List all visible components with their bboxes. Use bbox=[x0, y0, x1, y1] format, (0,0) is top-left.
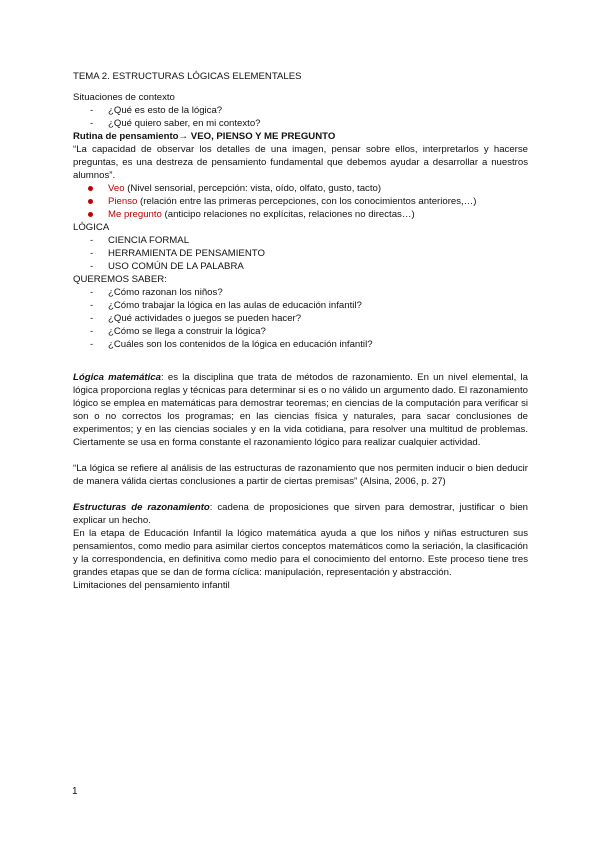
list-item bbox=[73, 182, 528, 195]
list-item: - ¿Qué es esto de la lógica? bbox=[73, 104, 528, 117]
bullet-term: Me pregunto bbox=[108, 209, 162, 220]
list-item: - USO COMÚN DE LA PALABRA bbox=[73, 260, 528, 273]
alsina-quote: “La lógica se refiere al análisis de las estructuras de razonamiento que nos permiten inducir o bien deducir de manera válida ciertas conclusiones a partir de ciertas premisas” (Alsina, 2006, p. 27) bbox=[73, 463, 528, 487]
list-item: - ¿Cuáles son los contenidos de la lógica en educación infantil? bbox=[73, 338, 528, 351]
list-item: - ¿Cómo trabajar la lógica en las aulas de educación infantil? bbox=[73, 299, 528, 312]
bullet-term: Veo bbox=[108, 183, 125, 194]
list-item bbox=[73, 208, 528, 221]
list-item: - CIENCIA FORMAL bbox=[73, 234, 528, 247]
document-title: TEMA 2. ESTRUCTURAS LÓGICAS ELEMENTALES bbox=[73, 71, 302, 82]
context-heading: Situaciones de contexto bbox=[73, 92, 175, 103]
logic-list bbox=[73, 234, 528, 273]
routine-bullets bbox=[73, 182, 528, 221]
routine-quote: “La capacidad de observar los detalles de una imagen, pensar sobre ellos, interpretarlos y hacerse preguntas, es una destreza de pensamiento fundamental que debemos ayudar a desarrollar a nuestros alumnos”. bbox=[73, 144, 528, 181]
want-heading: QUEREMOS SABER: bbox=[73, 274, 167, 285]
logic-heading: LÓGICA bbox=[73, 222, 110, 233]
limitations-heading: Limitaciones del pensamiento infantil bbox=[73, 580, 230, 591]
bullet-text: (anticipo relaciones no explícitas, relaciones no directas…) bbox=[161, 209, 415, 220]
math-logic-paragraph bbox=[73, 371, 528, 449]
math-logic-text: : es la disciplina que trata de métodos de razonamiento. En un nivel elemental, la lógica proporciona reglas y técnicas para determinar si es o no válido un argumento dado. El razonamiento lógico se emplea en matemáticas para demostrar teoremas; en ciencias de la computación para verificar si son o no correctos los programas; en las ciencias física y naturales, para sacar conclusiones de experimentos; y en las ciencias sociales y en la vida cotidiana, para resolver una multitud de problemas. Ciertamente se usa en forma constante el razonamiento lógico para realizar cualquier actividad. bbox=[73, 372, 528, 448]
page-content bbox=[73, 70, 528, 592]
bullet-text: (Nivel sensorial, percepción: vista, oído, olfato, gusto, tacto) bbox=[124, 183, 382, 194]
math-logic-term: Lógica matemática bbox=[73, 372, 161, 383]
list-item: - ¿Qué quiero saber, en mi contexto? bbox=[73, 117, 528, 130]
page-number: 1 bbox=[72, 786, 78, 797]
bullet-term: Pienso bbox=[108, 196, 138, 207]
routine-name: VEO, PIENSO Y ME PREGUNTO bbox=[188, 131, 336, 142]
infant-paragraph: En la etapa de Educación Infantil la lógico matemática ayuda a que los niños y niñas estructuren sus pensamientos, como medio para asimilar ciertos conceptos matemáticos como la seriación, la clasificación y la correspondencia, en definitiva como medio para el conocimiento del entorno. Este proceso tiene tres grandes etapas que se dan de forma cíclica: manipulación, representación y abstracción. bbox=[73, 528, 528, 578]
reasoning-text: : cadena de proposiciones que sirven para demostrar, justificar o bien explicar un hecho. bbox=[73, 502, 528, 526]
list-item: - ¿Cómo se llega a construir la lógica? bbox=[73, 325, 528, 338]
reasoning-paragraph bbox=[73, 501, 528, 527]
context-list bbox=[73, 104, 528, 130]
list-item: - HERRAMIENTA DE PENSAMIENTO bbox=[73, 247, 528, 260]
bullet-icon bbox=[88, 212, 93, 217]
bullet-icon bbox=[88, 199, 93, 204]
bullet-icon bbox=[88, 186, 93, 191]
arrow-icon: → bbox=[178, 131, 189, 142]
list-item bbox=[73, 195, 528, 208]
list-item: - ¿Qué actividades o juegos se pueden hacer? bbox=[73, 312, 528, 325]
reasoning-term: Estructuras de razonamiento bbox=[73, 502, 210, 513]
routine-heading bbox=[73, 130, 528, 143]
bullet-text: (relación entre las primeras percepciones, con los conocimientos anteriores,…) bbox=[137, 196, 477, 207]
list-item: - ¿Cómo razonan los niños? bbox=[73, 286, 528, 299]
want-list bbox=[73, 286, 528, 351]
routine-label: Rutina de pensamiento bbox=[73, 131, 179, 142]
